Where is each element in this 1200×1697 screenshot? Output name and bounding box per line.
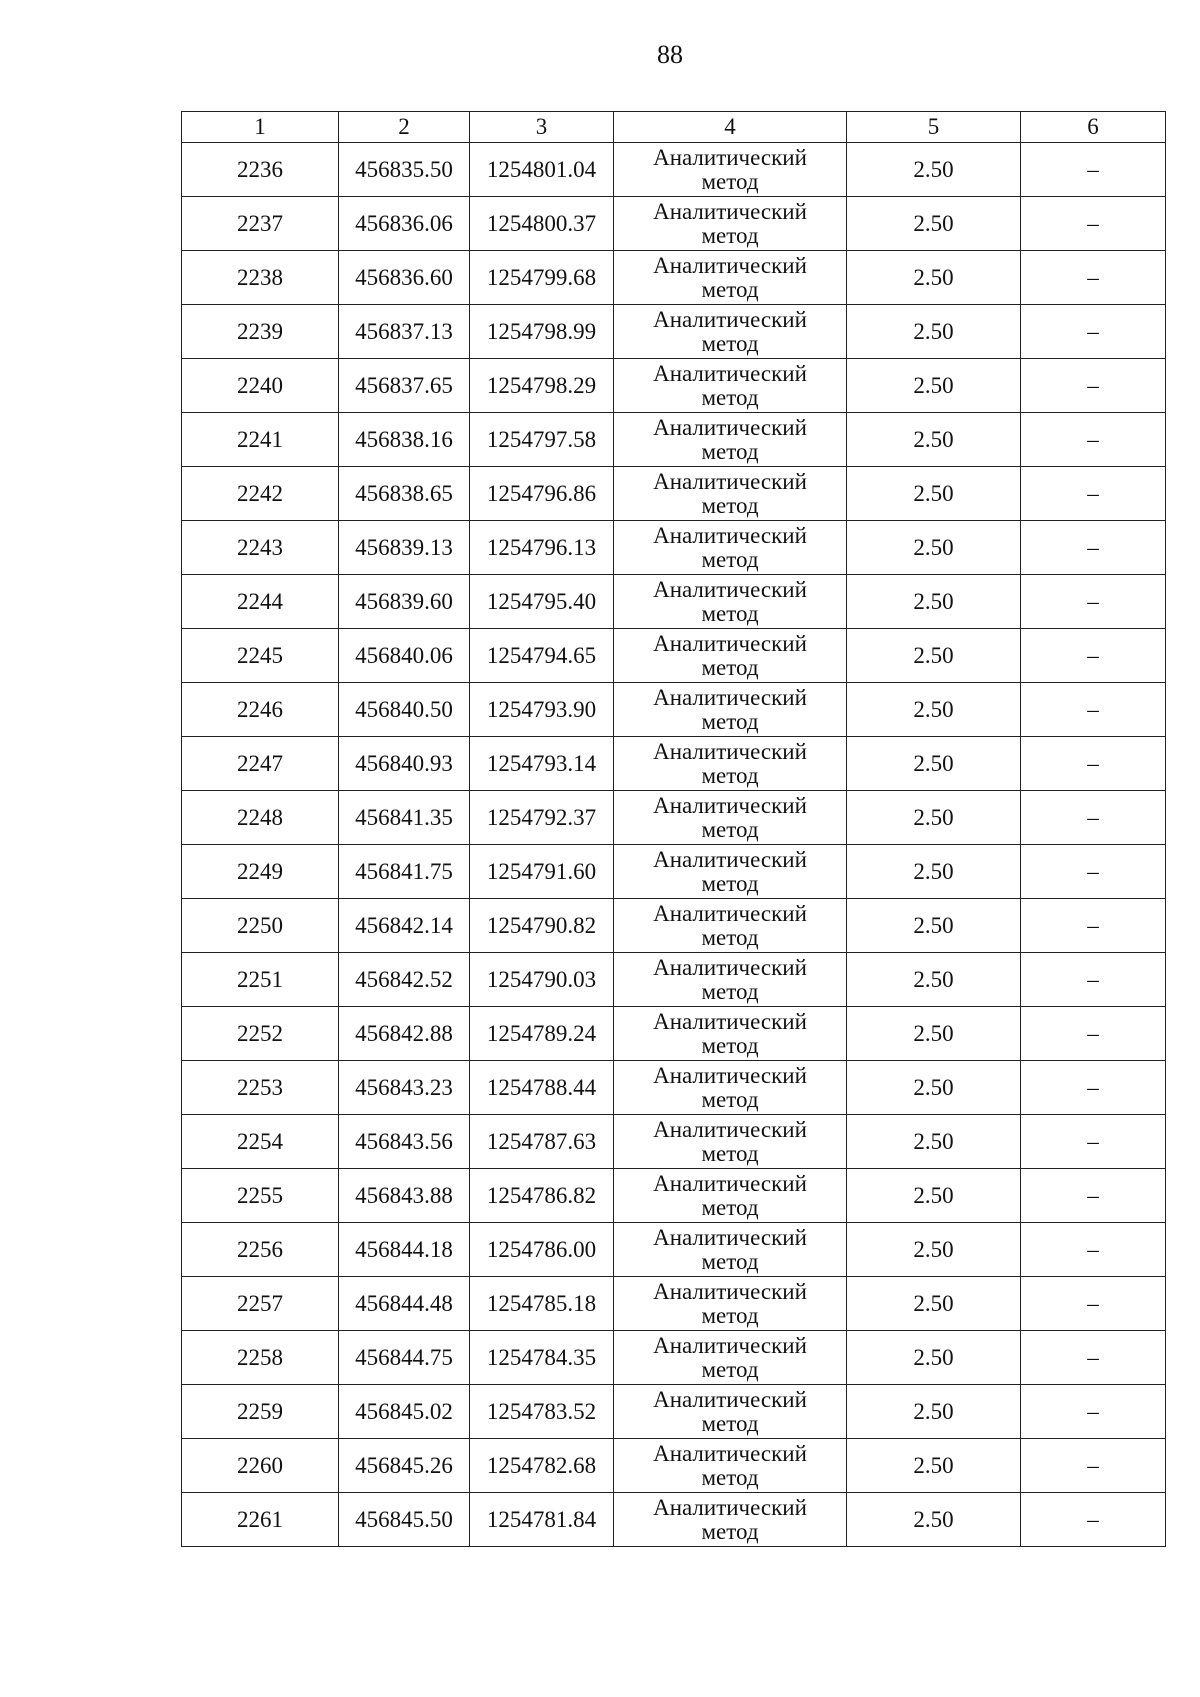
method-line-2: метод [701, 1356, 759, 1382]
method-cell [614, 575, 847, 629]
table-row [182, 1385, 1166, 1439]
accuracy-cell: 2.50 [847, 953, 1021, 1007]
method-line-2: метод [701, 438, 759, 464]
note-cell: – [1021, 1439, 1166, 1493]
table-row [182, 575, 1166, 629]
x-coordinate-cell: 456839.60 [339, 575, 470, 629]
note-cell: – [1021, 305, 1166, 359]
table-row [182, 467, 1166, 521]
table-row [182, 1061, 1166, 1115]
y-coordinate-cell: 1254796.13 [470, 521, 614, 575]
note-cell: – [1021, 629, 1166, 683]
accuracy-cell: 2.50 [847, 737, 1021, 791]
method-cell [614, 1223, 847, 1277]
table-row [182, 791, 1166, 845]
x-coordinate-cell: 456835.50 [339, 143, 470, 197]
method-cell [614, 899, 847, 953]
note-cell: – [1021, 1223, 1166, 1277]
page-number: 88 [657, 40, 683, 69]
point-number-cell: 2255 [182, 1169, 339, 1223]
point-number-cell: 2239 [182, 305, 339, 359]
method-line-1: Аналитический [653, 198, 807, 224]
accuracy-cell: 2.50 [847, 1223, 1021, 1277]
accuracy-cell: 2.50 [847, 1493, 1021, 1547]
accuracy-cell: 2.50 [847, 1331, 1021, 1385]
method-line-2: метод [701, 708, 759, 734]
method-line-1: Аналитический [653, 468, 807, 494]
method-line-1: Аналитический [653, 1440, 807, 1466]
table-row [182, 1277, 1166, 1331]
method-cell [614, 1277, 847, 1331]
note-cell: – [1021, 1007, 1166, 1061]
header-row [182, 112, 1166, 143]
note-cell: – [1021, 1385, 1166, 1439]
note-cell: – [1021, 845, 1166, 899]
accuracy-cell: 2.50 [847, 359, 1021, 413]
table-row [182, 197, 1166, 251]
accuracy-cell: 2.50 [847, 1061, 1021, 1115]
method-cell [614, 953, 847, 1007]
table-row [182, 1115, 1166, 1169]
y-coordinate-cell: 1254784.35 [470, 1331, 614, 1385]
method-line-1: Аналитический [653, 630, 807, 656]
column-header-1: 1 [182, 112, 339, 143]
method-line-2: метод [701, 1194, 759, 1220]
x-coordinate-cell: 456843.56 [339, 1115, 470, 1169]
y-coordinate-cell: 1254782.68 [470, 1439, 614, 1493]
table-row [182, 899, 1166, 953]
method-cell [614, 791, 847, 845]
method-cell [614, 1061, 847, 1115]
column-header-4: 4 [614, 112, 847, 143]
accuracy-cell: 2.50 [847, 197, 1021, 251]
method-cell [614, 1007, 847, 1061]
method-line-2: метод [701, 1302, 759, 1328]
y-coordinate-cell: 1254796.86 [470, 467, 614, 521]
point-number-cell: 2250 [182, 899, 339, 953]
method-cell [614, 413, 847, 467]
method-line-2: метод [701, 1086, 759, 1112]
accuracy-cell: 2.50 [847, 1169, 1021, 1223]
y-coordinate-cell: 1254786.00 [470, 1223, 614, 1277]
method-line-1: Аналитический [653, 360, 807, 386]
column-header-3: 3 [470, 112, 614, 143]
method-line-2: метод [701, 168, 759, 194]
y-coordinate-cell: 1254787.63 [470, 1115, 614, 1169]
method-line-1: Аналитический [653, 1062, 807, 1088]
y-coordinate-cell: 1254798.99 [470, 305, 614, 359]
x-coordinate-cell: 456836.60 [339, 251, 470, 305]
method-line-2: метод [701, 1140, 759, 1166]
method-line-1: Аналитический [653, 252, 807, 278]
method-cell [614, 143, 847, 197]
accuracy-cell: 2.50 [847, 413, 1021, 467]
y-coordinate-cell: 1254788.44 [470, 1061, 614, 1115]
coordinates-table [181, 111, 1166, 1547]
note-cell: – [1021, 521, 1166, 575]
y-coordinate-cell: 1254797.58 [470, 413, 614, 467]
method-cell [614, 251, 847, 305]
method-line-1: Аналитический [653, 954, 807, 980]
x-coordinate-cell: 456842.88 [339, 1007, 470, 1061]
method-cell [614, 1331, 847, 1385]
column-header-2: 2 [339, 112, 470, 143]
method-line-2: метод [701, 924, 759, 950]
table-row [182, 251, 1166, 305]
method-line-2: метод [701, 1032, 759, 1058]
method-line-1: Аналитический [653, 1494, 807, 1520]
point-number-cell: 2238 [182, 251, 339, 305]
point-number-cell: 2258 [182, 1331, 339, 1385]
x-coordinate-cell: 456840.50 [339, 683, 470, 737]
accuracy-cell: 2.50 [847, 575, 1021, 629]
method-line-2: метод [701, 276, 759, 302]
method-line-2: метод [701, 222, 759, 248]
method-line-1: Аналитический [653, 1008, 807, 1034]
x-coordinate-cell: 456843.88 [339, 1169, 470, 1223]
point-number-cell: 2240 [182, 359, 339, 413]
table-row [182, 1439, 1166, 1493]
point-number-cell: 2244 [182, 575, 339, 629]
table-row [182, 683, 1166, 737]
method-line-2: метод [701, 1464, 759, 1490]
point-number-cell: 2256 [182, 1223, 339, 1277]
note-cell: – [1021, 1277, 1166, 1331]
x-coordinate-cell: 456838.16 [339, 413, 470, 467]
y-coordinate-cell: 1254799.68 [470, 251, 614, 305]
method-line-2: метод [701, 816, 759, 842]
note-cell: – [1021, 413, 1166, 467]
x-coordinate-cell: 456844.18 [339, 1223, 470, 1277]
point-number-cell: 2259 [182, 1385, 339, 1439]
method-line-1: Аналитический [653, 1170, 807, 1196]
note-cell: – [1021, 143, 1166, 197]
y-coordinate-cell: 1254790.82 [470, 899, 614, 953]
point-number-cell: 2241 [182, 413, 339, 467]
point-number-cell: 2248 [182, 791, 339, 845]
method-cell [614, 305, 847, 359]
point-number-cell: 2246 [182, 683, 339, 737]
y-coordinate-cell: 1254792.37 [470, 791, 614, 845]
point-number-cell: 2254 [182, 1115, 339, 1169]
table-row [182, 1169, 1166, 1223]
method-line-2: метод [701, 978, 759, 1004]
point-number-cell: 2260 [182, 1439, 339, 1493]
note-cell: – [1021, 197, 1166, 251]
accuracy-cell: 2.50 [847, 1277, 1021, 1331]
method-line-2: метод [701, 330, 759, 356]
note-cell: – [1021, 467, 1166, 521]
table-row [182, 521, 1166, 575]
method-line-1: Аналитический [653, 414, 807, 440]
accuracy-cell: 2.50 [847, 521, 1021, 575]
note-cell: – [1021, 1493, 1166, 1547]
note-cell: – [1021, 1115, 1166, 1169]
column-header-5: 5 [847, 112, 1021, 143]
point-number-cell: 2251 [182, 953, 339, 1007]
x-coordinate-cell: 456845.02 [339, 1385, 470, 1439]
method-line-1: Аналитический [653, 144, 807, 170]
method-line-2: метод [701, 492, 759, 518]
y-coordinate-cell: 1254781.84 [470, 1493, 614, 1547]
method-line-1: Аналитический [653, 738, 807, 764]
y-coordinate-cell: 1254801.04 [470, 143, 614, 197]
point-number-cell: 2253 [182, 1061, 339, 1115]
table-body [182, 143, 1166, 1547]
y-coordinate-cell: 1254795.40 [470, 575, 614, 629]
method-line-2: метод [701, 870, 759, 896]
x-coordinate-cell: 456843.23 [339, 1061, 470, 1115]
table-row [182, 737, 1166, 791]
method-line-1: Аналитический [653, 1386, 807, 1412]
point-number-cell: 2249 [182, 845, 339, 899]
y-coordinate-cell: 1254786.82 [470, 1169, 614, 1223]
note-cell: – [1021, 791, 1166, 845]
method-line-2: метод [701, 384, 759, 410]
method-line-2: метод [701, 762, 759, 788]
accuracy-cell: 2.50 [847, 1385, 1021, 1439]
method-cell [614, 1385, 847, 1439]
accuracy-cell: 2.50 [847, 467, 1021, 521]
x-coordinate-cell: 456845.26 [339, 1439, 470, 1493]
y-coordinate-cell: 1254793.14 [470, 737, 614, 791]
accuracy-cell: 2.50 [847, 251, 1021, 305]
accuracy-cell: 2.50 [847, 1007, 1021, 1061]
point-number-cell: 2243 [182, 521, 339, 575]
note-cell: – [1021, 953, 1166, 1007]
x-coordinate-cell: 456842.14 [339, 899, 470, 953]
accuracy-cell: 2.50 [847, 683, 1021, 737]
point-number-cell: 2257 [182, 1277, 339, 1331]
note-cell: – [1021, 737, 1166, 791]
accuracy-cell: 2.50 [847, 143, 1021, 197]
method-cell [614, 521, 847, 575]
method-cell [614, 1169, 847, 1223]
method-line-1: Аналитический [653, 684, 807, 710]
x-coordinate-cell: 456838.65 [339, 467, 470, 521]
method-cell [614, 467, 847, 521]
note-cell: – [1021, 251, 1166, 305]
method-line-1: Аналитический [653, 1332, 807, 1358]
x-coordinate-cell: 456841.75 [339, 845, 470, 899]
method-line-1: Аналитический [653, 1116, 807, 1142]
method-line-2: метод [701, 546, 759, 572]
y-coordinate-cell: 1254794.65 [470, 629, 614, 683]
table-row [182, 359, 1166, 413]
x-coordinate-cell: 456836.06 [339, 197, 470, 251]
method-line-1: Аналитический [653, 306, 807, 332]
point-number-cell: 2247 [182, 737, 339, 791]
method-cell [614, 845, 847, 899]
x-coordinate-cell: 456837.13 [339, 305, 470, 359]
table-header [182, 112, 1166, 143]
method-line-1: Аналитический [653, 1224, 807, 1250]
x-coordinate-cell: 456845.50 [339, 1493, 470, 1547]
method-line-1: Аналитический [653, 522, 807, 548]
table-row [182, 413, 1166, 467]
column-header-6: 6 [1021, 112, 1166, 143]
point-number-cell: 2237 [182, 197, 339, 251]
point-number-cell: 2236 [182, 143, 339, 197]
method-line-2: метод [701, 654, 759, 680]
accuracy-cell: 2.50 [847, 1115, 1021, 1169]
method-cell [614, 197, 847, 251]
method-cell [614, 359, 847, 413]
accuracy-cell: 2.50 [847, 629, 1021, 683]
x-coordinate-cell: 456844.75 [339, 1331, 470, 1385]
table-row [182, 1223, 1166, 1277]
method-line-1: Аналитический [653, 1278, 807, 1304]
point-number-cell: 2242 [182, 467, 339, 521]
method-cell [614, 629, 847, 683]
point-number-cell: 2252 [182, 1007, 339, 1061]
accuracy-cell: 2.50 [847, 1439, 1021, 1493]
method-line-2: метод [701, 600, 759, 626]
y-coordinate-cell: 1254790.03 [470, 953, 614, 1007]
note-cell: – [1021, 1061, 1166, 1115]
method-line-2: метод [701, 1518, 759, 1544]
method-cell [614, 1115, 847, 1169]
y-coordinate-cell: 1254793.90 [470, 683, 614, 737]
method-cell [614, 1493, 847, 1547]
y-coordinate-cell: 1254798.29 [470, 359, 614, 413]
note-cell: – [1021, 683, 1166, 737]
x-coordinate-cell: 456840.93 [339, 737, 470, 791]
accuracy-cell: 2.50 [847, 845, 1021, 899]
point-number-cell: 2261 [182, 1493, 339, 1547]
method-line-1: Аналитический [653, 576, 807, 602]
y-coordinate-cell: 1254785.18 [470, 1277, 614, 1331]
accuracy-cell: 2.50 [847, 791, 1021, 845]
table-row [182, 1007, 1166, 1061]
note-cell: – [1021, 575, 1166, 629]
x-coordinate-cell: 456840.06 [339, 629, 470, 683]
y-coordinate-cell: 1254800.37 [470, 197, 614, 251]
method-line-2: метод [701, 1248, 759, 1274]
table-row [182, 629, 1166, 683]
method-line-1: Аналитический [653, 900, 807, 926]
x-coordinate-cell: 456841.35 [339, 791, 470, 845]
note-cell: – [1021, 1169, 1166, 1223]
y-coordinate-cell: 1254783.52 [470, 1385, 614, 1439]
table-row [182, 143, 1166, 197]
table-row [182, 845, 1166, 899]
x-coordinate-cell: 456844.48 [339, 1277, 470, 1331]
x-coordinate-cell: 456837.65 [339, 359, 470, 413]
x-coordinate-cell: 456842.52 [339, 953, 470, 1007]
point-number-cell: 2245 [182, 629, 339, 683]
method-cell [614, 1439, 847, 1493]
table-row [182, 1331, 1166, 1385]
method-cell [614, 737, 847, 791]
method-line-1: Аналитический [653, 792, 807, 818]
note-cell: – [1021, 1331, 1166, 1385]
accuracy-cell: 2.50 [847, 899, 1021, 953]
method-cell [614, 683, 847, 737]
table-row [182, 1493, 1166, 1547]
y-coordinate-cell: 1254789.24 [470, 1007, 614, 1061]
table-row [182, 953, 1166, 1007]
accuracy-cell: 2.50 [847, 305, 1021, 359]
note-cell: – [1021, 899, 1166, 953]
x-coordinate-cell: 456839.13 [339, 521, 470, 575]
method-line-2: метод [701, 1410, 759, 1436]
y-coordinate-cell: 1254791.60 [470, 845, 614, 899]
method-line-1: Аналитический [653, 846, 807, 872]
table-row [182, 305, 1166, 359]
note-cell: – [1021, 359, 1166, 413]
